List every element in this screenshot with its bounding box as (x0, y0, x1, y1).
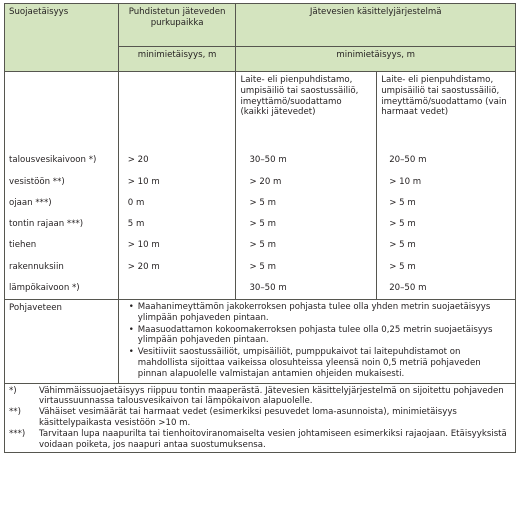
header-protection-distance: Suojaetäisyys (5, 4, 119, 72)
footnote-text: Tarvitaan lupa naapurilta tai tienhoitoviranomaiselta vesien johtamiseen esimerkiksi rajaojaan. Etäisyyksistä voidaan poiketa, jos naapuri antaa suostumuksensa. (39, 428, 507, 450)
footnote (9, 429, 511, 451)
footnote (9, 386, 511, 408)
footnote (9, 407, 511, 429)
header-discharge-site: Puhdistetun jäteveden purkupaikka (118, 4, 236, 47)
header-discharge-unit: minimietäisyys, m (118, 47, 236, 72)
footnote-mark: **) (9, 407, 21, 418)
groundwater-bullet: • Maasuodattamon kokoomakerroksen pohjasta tulee olla 0,25 metrin suojaetäisyys ylimpään pohjaveden pintaan. (129, 325, 511, 347)
header-treatment-unit: minimietäisyys, m (236, 47, 516, 72)
footnotes (5, 383, 516, 453)
row-label: ojaan ***) (5, 193, 119, 214)
row-value-all: 30–50 m (236, 278, 377, 300)
row-value-all: > 5 m (236, 193, 377, 214)
table-row (5, 193, 516, 214)
row-label: lämpökaivoon *) (5, 278, 119, 300)
groundwater-label: Pohjaveteen (5, 300, 119, 384)
row-value-grey: 20–50 m (377, 150, 516, 171)
table-row (5, 150, 516, 171)
row-value-grey: > 5 m (377, 193, 516, 214)
row-value-grey: > 10 m (377, 171, 516, 192)
row-value-discharge: > 10 m (118, 235, 236, 256)
header-treatment-system: Jätevesien käsittelyjärjestelmä (236, 4, 516, 47)
desc-all-wastewater: Laite- eli pienpuhdistamo, umpisäiliö tai saostussäiliö, imeyttämö/suodattamo (kaikki jätevedet) (236, 72, 377, 151)
row-value-discharge: 5 m (118, 214, 236, 235)
row-label: rakennuksiin (5, 256, 119, 277)
row-label: tontin rajaan ***) (5, 214, 119, 235)
row-value-all: > 5 m (236, 235, 377, 256)
protection-distance-table (4, 3, 516, 453)
footnote-mark: *) (9, 385, 17, 396)
footnote-text: Vähäiset vesimäärät tai harmaat vedet (esimerkiksi pesuvedet loma-asunnoista), minimietäisyys käsittelypaikasta vesistöön >10 m. (39, 407, 457, 429)
row-value-grey: 20–50 m (377, 278, 516, 300)
row-value-all: 30–50 m (236, 150, 377, 171)
groundwater-bullet: • Vesitiiviit saostussäiliöt, umpisäiliöt, pumppukaivot tai laitepuhdistamot on mahdollista sijoittaa vaikeissa olosuhteissa yleensä noin 0,5 metriä pohjaveden pinnan alapuolelle valmistajan antamien ohjeiden mukaisesti. (129, 347, 511, 379)
row-value-grey: > 5 m (377, 235, 516, 256)
row-value-all: > 5 m (236, 214, 377, 235)
row-label: vesistöön **) (5, 171, 119, 192)
empty-cell (118, 72, 236, 151)
table-row (5, 171, 516, 192)
empty-cell (5, 72, 119, 151)
row-value-grey: > 5 m (377, 214, 516, 235)
footnote-mark: ***) (9, 428, 26, 439)
row-value-discharge: > 10 m (118, 171, 236, 192)
row-value-grey: > 5 m (377, 256, 516, 277)
table-row (5, 214, 516, 235)
row-value-discharge: > 20 (118, 150, 236, 171)
table-row (5, 235, 516, 256)
table-row (5, 278, 516, 300)
row-value-all: > 5 m (236, 256, 377, 277)
table-row (5, 256, 516, 277)
row-label: talousvesikaivoon *) (5, 150, 119, 171)
row-label: tiehen (5, 235, 119, 256)
groundwater-bullet: • Maahanimeyttämön jakokerroksen pohjasta tulee olla yhden metrin suojaetäisyys ylimpään pohjaveden pintaan. (129, 302, 511, 324)
row-value-discharge (118, 278, 236, 300)
row-value-discharge: 0 m (118, 193, 236, 214)
footnote-text: Vähimmäissuojaetäisyys riippuu tontin maaperästä. Jätevesien käsittelyjärjestelmä on sijoitettu pohjaveden virtaussuunnassa talousvesikaivon tai lämpökaivon alapuolelle. (39, 385, 504, 407)
groundwater-notes (118, 300, 515, 384)
desc-grey-water: Laite- eli pienpuhdistamo, umpisäiliö tai saostussäiliö, imeyttämö/suodattamo (vain harmaat vedet) (377, 72, 516, 151)
row-value-discharge: > 20 m (118, 256, 236, 277)
row-value-all: > 20 m (236, 171, 377, 192)
